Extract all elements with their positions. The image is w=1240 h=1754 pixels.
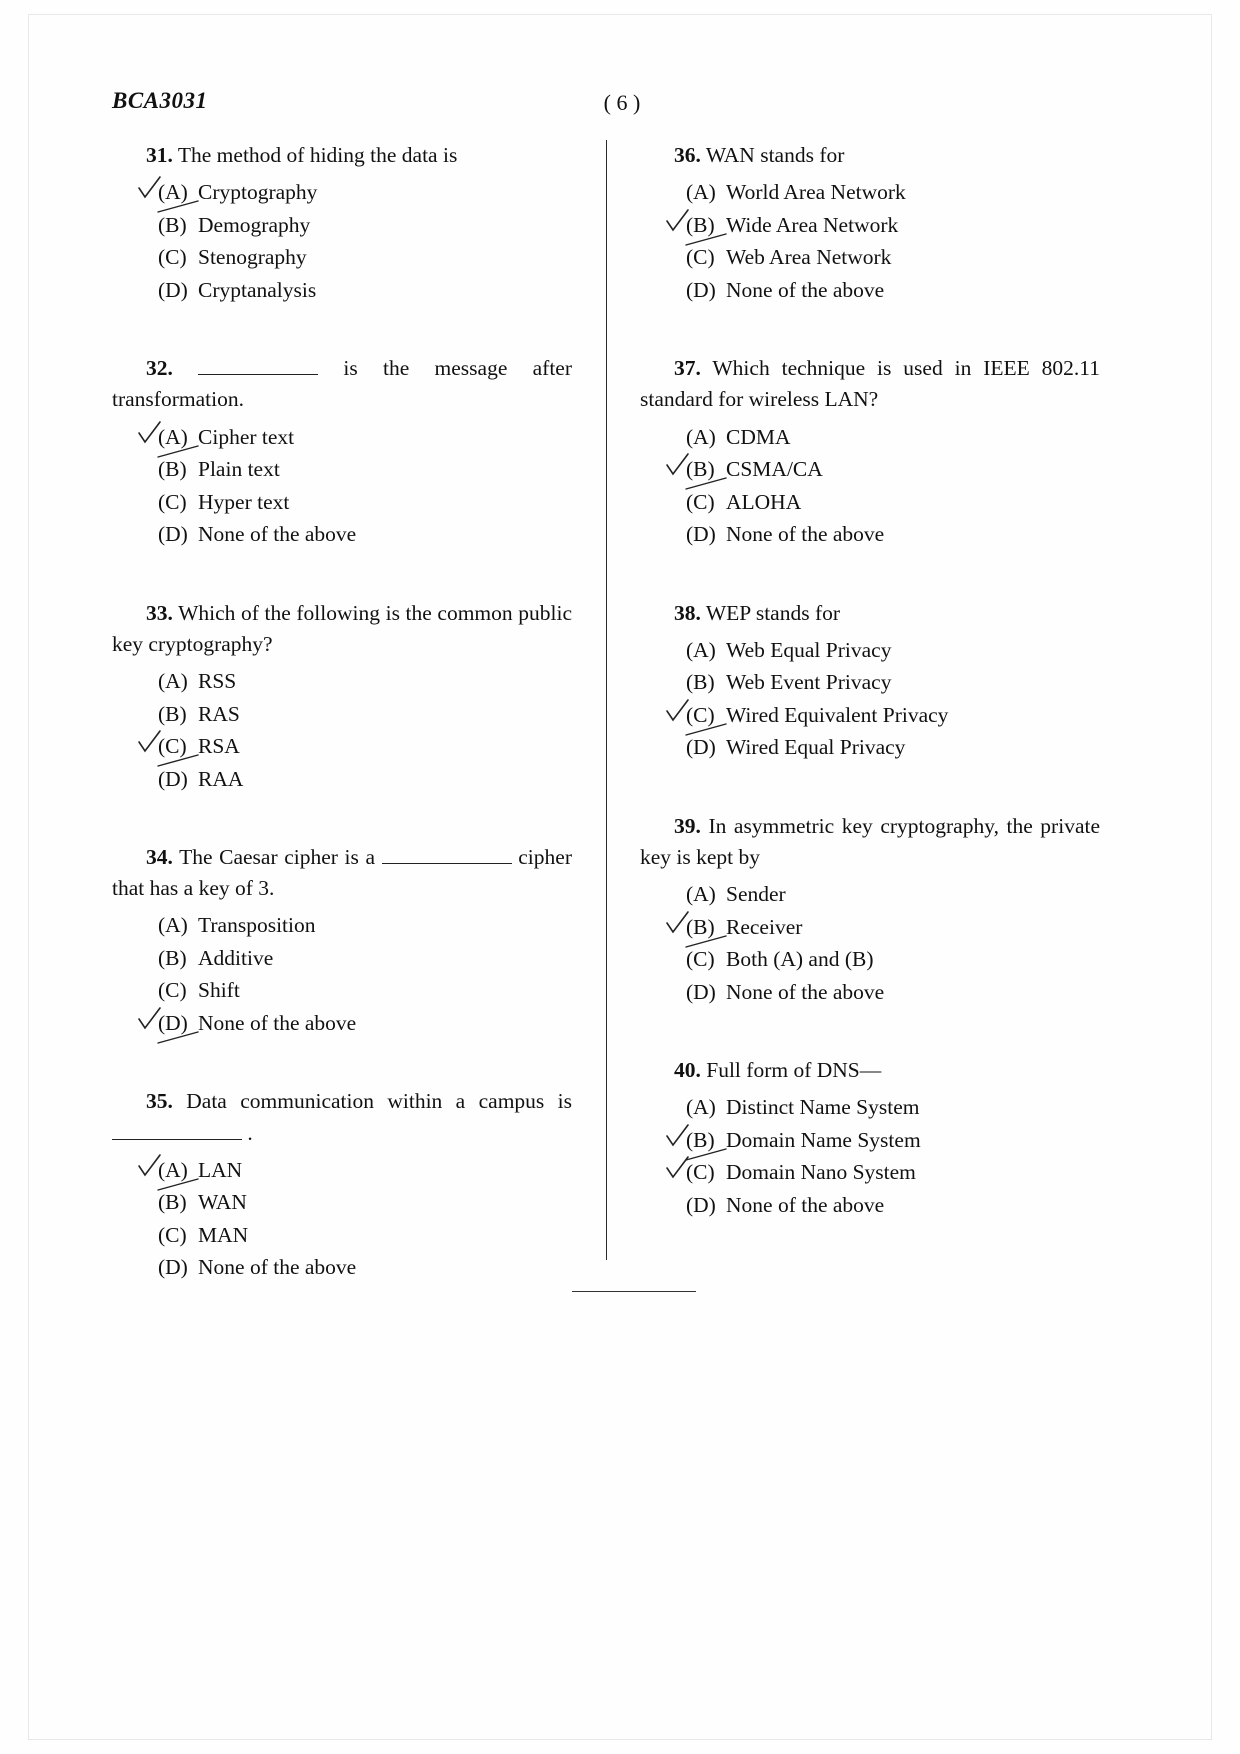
option-text: Transposition xyxy=(198,913,316,938)
option-text: Domain Nano System xyxy=(726,1160,916,1185)
answer-blank xyxy=(198,374,318,375)
option-text: Distinct Name System xyxy=(726,1095,920,1120)
option-item[interactable] xyxy=(640,1092,1100,1123)
question-text xyxy=(112,1086,572,1148)
option-label: (A) xyxy=(158,1157,188,1182)
option-text: Web Area Network xyxy=(726,245,892,270)
question-spacer xyxy=(112,1040,572,1086)
option-item[interactable] xyxy=(112,1008,572,1039)
option-label: (B) xyxy=(158,701,187,726)
option-label: (C) xyxy=(158,734,187,759)
question-text xyxy=(640,353,1100,415)
option-item[interactable] xyxy=(640,1190,1100,1221)
right-column xyxy=(640,140,1100,1269)
option-item[interactable] xyxy=(112,910,572,941)
question-number: 39. xyxy=(674,813,701,838)
question-text-before: WEP stands for xyxy=(705,600,841,625)
option-label: (B) xyxy=(686,670,715,695)
question-text-before: Data communication within a campus is xyxy=(186,1089,573,1114)
option-label: (B) xyxy=(686,212,715,237)
option-text: None of the above xyxy=(198,1255,357,1280)
option-label: (A) xyxy=(686,882,716,907)
question-block xyxy=(112,353,572,597)
option-item[interactable] xyxy=(640,177,1100,208)
question-block xyxy=(640,811,1100,1055)
question-text-before: Full form of DNS— xyxy=(706,1058,882,1083)
option-text: Hyper text xyxy=(198,489,290,514)
option-label: (C) xyxy=(686,1160,715,1185)
option-label: (C) xyxy=(158,978,187,1003)
option-label: (C) xyxy=(158,489,187,514)
question-text-before: In asymmetric key cryptography, the private key is kept by xyxy=(640,813,1101,870)
question-text xyxy=(112,598,572,660)
question-text-before: The Caesar cipher is a xyxy=(179,845,376,870)
option-label: (B) xyxy=(686,914,715,939)
option-label: (D) xyxy=(686,277,716,302)
option-list xyxy=(112,666,572,794)
question-text-before: Which technique is used in IEEE 802.11 standard for wireless LAN? xyxy=(640,356,1100,412)
question-block xyxy=(112,1086,572,1330)
option-list xyxy=(112,422,572,550)
option-item[interactable] xyxy=(112,422,572,453)
question-number: 37. xyxy=(674,356,701,381)
option-item[interactable] xyxy=(640,700,1100,731)
option-text: Additive xyxy=(198,945,274,970)
option-item[interactable] xyxy=(112,975,572,1006)
option-label: (D) xyxy=(158,1255,188,1280)
option-text: Sender xyxy=(726,882,786,907)
question-block xyxy=(640,1055,1100,1268)
page-number: ( 6 ) xyxy=(603,90,641,115)
option-label: (D) xyxy=(158,766,188,791)
option-list xyxy=(640,635,1100,763)
option-text: World Area Network xyxy=(726,180,906,205)
question-spacer xyxy=(112,1285,572,1331)
option-item[interactable] xyxy=(640,944,1100,975)
question-text xyxy=(640,811,1100,873)
option-item[interactable] xyxy=(640,732,1100,763)
option-item[interactable] xyxy=(640,1125,1100,1156)
option-list xyxy=(112,910,572,1038)
option-text: WAN xyxy=(198,1190,247,1215)
option-label: (B) xyxy=(686,1127,715,1152)
option-label: (B) xyxy=(158,457,187,482)
option-list xyxy=(112,1155,572,1283)
option-label: (C) xyxy=(686,947,715,972)
option-label: (A) xyxy=(686,424,716,449)
option-item[interactable] xyxy=(640,977,1100,1008)
option-label: (A) xyxy=(158,913,188,938)
option-label: (A) xyxy=(686,180,716,205)
option-item[interactable] xyxy=(112,764,572,795)
question-block xyxy=(640,598,1100,811)
question-block xyxy=(112,140,572,353)
question-text-before: The method of hiding the data is xyxy=(177,143,458,167)
option-item[interactable] xyxy=(640,912,1100,943)
option-item[interactable] xyxy=(640,635,1100,666)
question-number: 35. xyxy=(146,1089,173,1114)
option-label: (B) xyxy=(158,945,187,970)
question-spacer xyxy=(640,765,1100,811)
option-text: None of the above xyxy=(726,277,885,302)
option-text: None of the above xyxy=(198,1010,357,1035)
option-label: (D) xyxy=(686,735,716,760)
option-item[interactable] xyxy=(112,731,572,762)
question-spacer xyxy=(112,796,572,842)
option-text: RAS xyxy=(198,701,240,726)
option-label: (A) xyxy=(686,637,716,662)
option-label: (C) xyxy=(158,1222,187,1247)
question-text xyxy=(640,1055,1100,1086)
question-spacer xyxy=(112,552,572,598)
option-text: Web Equal Privacy xyxy=(726,637,892,662)
option-item[interactable] xyxy=(112,943,572,974)
question-text-before: Which of the following is the common public key cryptography? xyxy=(112,600,572,656)
option-item[interactable] xyxy=(112,210,572,241)
option-text: RSS xyxy=(198,668,237,693)
option-text: CDMA xyxy=(726,424,791,449)
question-number: 38. xyxy=(674,600,701,625)
option-item[interactable] xyxy=(640,879,1100,910)
option-text: RSA xyxy=(198,734,240,759)
question-text xyxy=(112,353,572,415)
option-text: None of the above xyxy=(726,979,885,1004)
option-label: (D) xyxy=(158,277,188,302)
option-item[interactable] xyxy=(112,242,572,273)
option-label: (B) xyxy=(158,1190,187,1215)
option-item[interactable] xyxy=(112,699,572,730)
option-list xyxy=(112,177,572,305)
option-item[interactable] xyxy=(640,242,1100,273)
option-item[interactable] xyxy=(640,210,1100,241)
option-list xyxy=(640,177,1100,305)
option-text: Domain Name System xyxy=(726,1127,921,1152)
option-item[interactable] xyxy=(640,1157,1100,1188)
question-columns xyxy=(112,140,1124,1280)
question-spacer xyxy=(112,307,572,353)
paper-code: BCA3031 xyxy=(112,88,208,113)
option-text: Wired Equal Privacy xyxy=(726,735,906,760)
option-label: (D) xyxy=(158,1010,188,1035)
question-number: 36. xyxy=(674,143,701,167)
option-item[interactable] xyxy=(112,275,572,306)
option-text: None of the above xyxy=(198,522,357,547)
question-spacer xyxy=(640,1009,1100,1055)
option-text: Wide Area Network xyxy=(726,212,899,237)
option-label: (A) xyxy=(158,180,188,205)
option-item[interactable] xyxy=(112,666,572,697)
option-text: Plain text xyxy=(198,457,280,482)
option-label: (B) xyxy=(158,212,187,237)
option-label: (A) xyxy=(686,1095,716,1120)
option-text: ALOHA xyxy=(726,489,802,514)
option-item[interactable] xyxy=(640,667,1100,698)
option-item[interactable] xyxy=(112,454,572,485)
option-text: Cipher text xyxy=(198,424,295,449)
option-text: Cryptography xyxy=(198,180,318,205)
option-item[interactable] xyxy=(640,487,1100,518)
option-label: (C) xyxy=(686,702,715,727)
option-item[interactable] xyxy=(112,487,572,518)
question-number: 34. xyxy=(146,845,173,870)
option-label: (D) xyxy=(686,979,716,1004)
option-item[interactable] xyxy=(112,519,572,550)
option-label: (C) xyxy=(686,489,715,514)
option-item[interactable] xyxy=(640,422,1100,453)
option-label: (D) xyxy=(686,522,716,547)
option-label: (B) xyxy=(686,457,715,482)
question-spacer xyxy=(640,307,1100,353)
option-text: Web Event Privacy xyxy=(726,670,892,695)
option-label: (C) xyxy=(686,245,715,270)
left-column xyxy=(112,140,572,1331)
option-text: MAN xyxy=(198,1222,249,1247)
option-label: (C) xyxy=(158,245,187,270)
question-text-before: WAN stands for xyxy=(705,143,845,167)
question-number: 40. xyxy=(674,1058,701,1083)
question-spacer xyxy=(640,1223,1100,1269)
answer-blank xyxy=(112,1139,242,1140)
option-item[interactable] xyxy=(112,1252,572,1283)
question-text-after: cipher that has a key of 3. xyxy=(112,845,572,901)
option-label: (D) xyxy=(158,522,188,547)
question-text xyxy=(112,842,572,904)
question-text xyxy=(640,598,1100,629)
question-spacer xyxy=(640,552,1100,598)
question-text-after: is the message after transformation. xyxy=(112,356,573,412)
option-text: Stenography xyxy=(198,245,307,270)
question-number: 32. xyxy=(146,356,173,381)
question-block xyxy=(640,140,1100,353)
question-number: 31. xyxy=(146,143,173,167)
column-divider xyxy=(606,140,607,1260)
answer-blank xyxy=(382,863,512,864)
footer-rule xyxy=(572,1291,696,1292)
option-item[interactable] xyxy=(112,1187,572,1218)
option-text: CSMA/CA xyxy=(726,457,823,482)
option-label: (A) xyxy=(158,424,188,449)
option-item[interactable] xyxy=(112,1155,572,1186)
option-text: Shift xyxy=(198,978,240,1003)
option-label: (D) xyxy=(686,1193,716,1217)
option-text: Receiver xyxy=(726,914,803,939)
option-text: Both (A) and (B) xyxy=(726,947,874,972)
option-list xyxy=(640,1092,1100,1220)
option-text: Demography xyxy=(198,212,311,237)
question-block xyxy=(112,598,572,842)
question-block xyxy=(112,842,572,1086)
option-list xyxy=(640,879,1100,1007)
option-text: LAN xyxy=(198,1157,243,1182)
option-text: Cryptanalysis xyxy=(198,277,317,302)
option-item[interactable] xyxy=(112,1220,572,1251)
question-text-after: . xyxy=(247,1120,253,1145)
option-text: Wired Equivalent Privacy xyxy=(726,702,949,727)
option-text: None of the above xyxy=(726,1193,885,1217)
question-text xyxy=(640,140,1100,171)
option-item[interactable] xyxy=(640,454,1100,485)
option-label: (A) xyxy=(158,668,188,693)
option-text: RAA xyxy=(198,766,244,791)
option-text: None of the above xyxy=(726,522,885,547)
option-item[interactable] xyxy=(112,177,572,208)
question-block xyxy=(640,353,1100,597)
page-header xyxy=(112,88,1132,122)
option-list xyxy=(640,422,1100,550)
question-number: 33. xyxy=(146,600,173,625)
question-text xyxy=(112,140,572,171)
option-item[interactable] xyxy=(640,275,1100,306)
option-item[interactable] xyxy=(640,519,1100,550)
